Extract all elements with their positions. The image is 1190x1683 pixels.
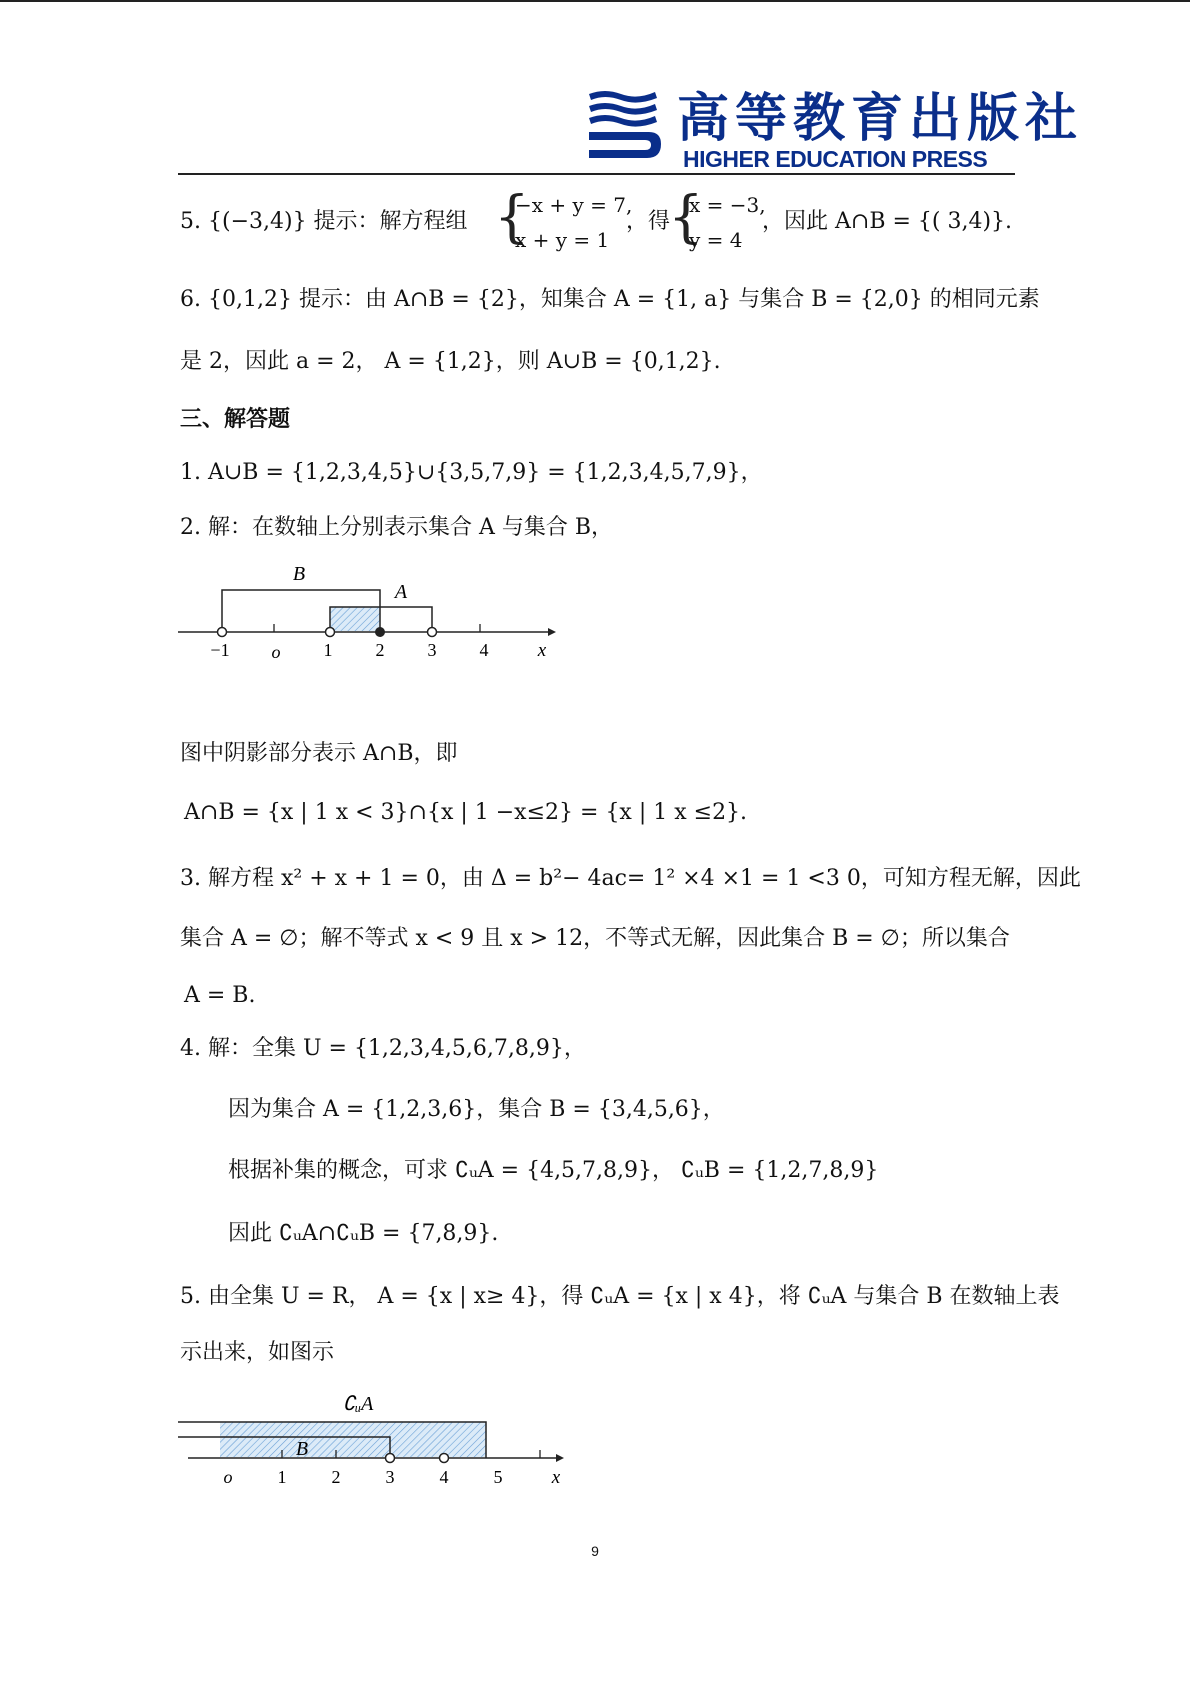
answer-2-result: A∩B = {x | 1 x < 3}∩{x | 1 −x≤2} = {x | 1 x ≤2}. <box>184 800 748 825</box>
axis-label: x <box>551 1467 561 1488</box>
answer-3-line-3: A = B. <box>184 983 256 1008</box>
q5-system-1-eq1: −x + y = 7, <box>515 193 633 217</box>
tick-label: −1 <box>210 640 230 660</box>
page-number: 9 <box>591 1543 599 1559</box>
label-set-a: A <box>394 581 408 603</box>
tick-label: 1 <box>277 1467 287 1487</box>
answer-4-line-4: 因此 ∁ᵤA∩∁ᵤB = {7,8,9}. <box>228 1221 499 1246</box>
publisher-header <box>585 80 1084 172</box>
open-point-4 <box>440 1454 449 1463</box>
intersection-shading <box>330 607 380 631</box>
answer-4-line-3: 根据补集的概念，可求 ∁ᵤA = {4,5,7,8,9}， ∁ᵤB = {1,2,7,8,9} <box>228 1158 879 1183</box>
answer-3-line-2: 集合 A = ∅；解不等式 x < 9 且 x > 12，不等式无解，因此集合 B = ∅；所以集合 <box>180 926 1010 951</box>
tick-label: 2 <box>331 1467 341 1487</box>
q5-fill-prefix: 5. {(−3,4)} 提示：解方程组 <box>180 209 468 234</box>
tick-label: 4 <box>479 640 489 660</box>
tick-label: 3 <box>427 640 437 660</box>
open-point-3 <box>428 628 437 637</box>
label-set-b: B <box>295 1438 309 1460</box>
answer-5-line-2: 示出来，如图示 <box>180 1340 335 1365</box>
tick-label: o <box>223 1467 233 1487</box>
axis-arrow-icon <box>556 1454 564 1462</box>
answer-4-line-2: 因为集合 A = {1,2,3,6}，集合 B = {3,4,5,6}， <box>228 1097 725 1122</box>
axis-label: x <box>537 640 547 661</box>
q5-system-1-eq2: x + y = 1 <box>515 228 610 252</box>
top-border <box>0 0 1190 2</box>
axis-arrow-icon <box>548 628 556 636</box>
complement-shading <box>220 1422 486 1457</box>
section-heading: 三、解答题 <box>180 406 291 432</box>
tick-label: 3 <box>385 1467 395 1487</box>
publisher-name-en: HIGHER EDUCATION PRESS <box>683 146 988 172</box>
publisher-logo-icon <box>585 88 665 164</box>
q5-brace-2: { <box>668 185 704 250</box>
answer-3-line-1: 3. 解方程 x² + x + 1 = 0，由 Δ = b²− 4ac= 1² ×4 ×1 = 1 <3 0，可知方程无解，因此 <box>180 866 1081 891</box>
number-line-figure-2 <box>178 1385 568 1495</box>
q5-system-2-eq2: y = 4 <box>689 228 743 252</box>
tick-label: o <box>271 642 281 662</box>
label-set-b: B <box>292 563 306 585</box>
open-point-1 <box>326 628 335 637</box>
q5-conclusion: ，因此 A∩B = {( 3,4)}. <box>762 209 1013 234</box>
q5-system-2-eq1: x = −3, <box>689 193 766 217</box>
open-point-3 <box>386 1454 395 1463</box>
q5-mid-text: ，得 <box>626 209 671 234</box>
tick-label: 1 <box>323 640 333 660</box>
answer-2-intro: 2. 解：在数轴上分别表示集合 A 与集合 B， <box>180 515 614 540</box>
publisher-name-cn: 高等教育出版社 <box>677 89 1084 149</box>
q6-line-2: 是 2，因此 a = 2， A = {1,2}，则 A∪B = {0,1,2}. <box>180 349 721 374</box>
q5-brace-1: { <box>494 185 530 250</box>
number-line-figure-1 <box>178 560 558 670</box>
answer-4-line-1: 4. 解：全集 U = {1,2,3,4,5,6,7,8,9}， <box>180 1036 586 1061</box>
answer-1: 1. A∪B = {1,2,3,4,5}∪{3,5,7,9} = {1,2,3,4,5,7,9}， <box>180 460 763 485</box>
answer-5-line-1: 5. 由全集 U = R， A = {x | x≥ 4}，得 ∁ᵤA = {x | x 4}，将 ∁ᵤA 与集合 B 在数轴上表 <box>180 1284 1060 1309</box>
tick-label: 2 <box>375 640 385 660</box>
answer-2-shadow-note: 图中阴影部分表示 A∩B，即 <box>180 741 458 766</box>
header-divider <box>178 173 1015 175</box>
closed-point-2 <box>375 627 385 637</box>
label-complement-a: ∁ᵤA <box>342 1393 374 1415</box>
tick-label: 5 <box>493 1467 503 1487</box>
q6-line-1: 6. {0,1,2} 提示：由 A∩B = {2}，知集合 A = {1, a} 与集合 B = {2,0} 的相同元素 <box>180 287 1040 312</box>
tick-label: 4 <box>439 1467 449 1487</box>
open-point-minus1 <box>218 628 227 637</box>
